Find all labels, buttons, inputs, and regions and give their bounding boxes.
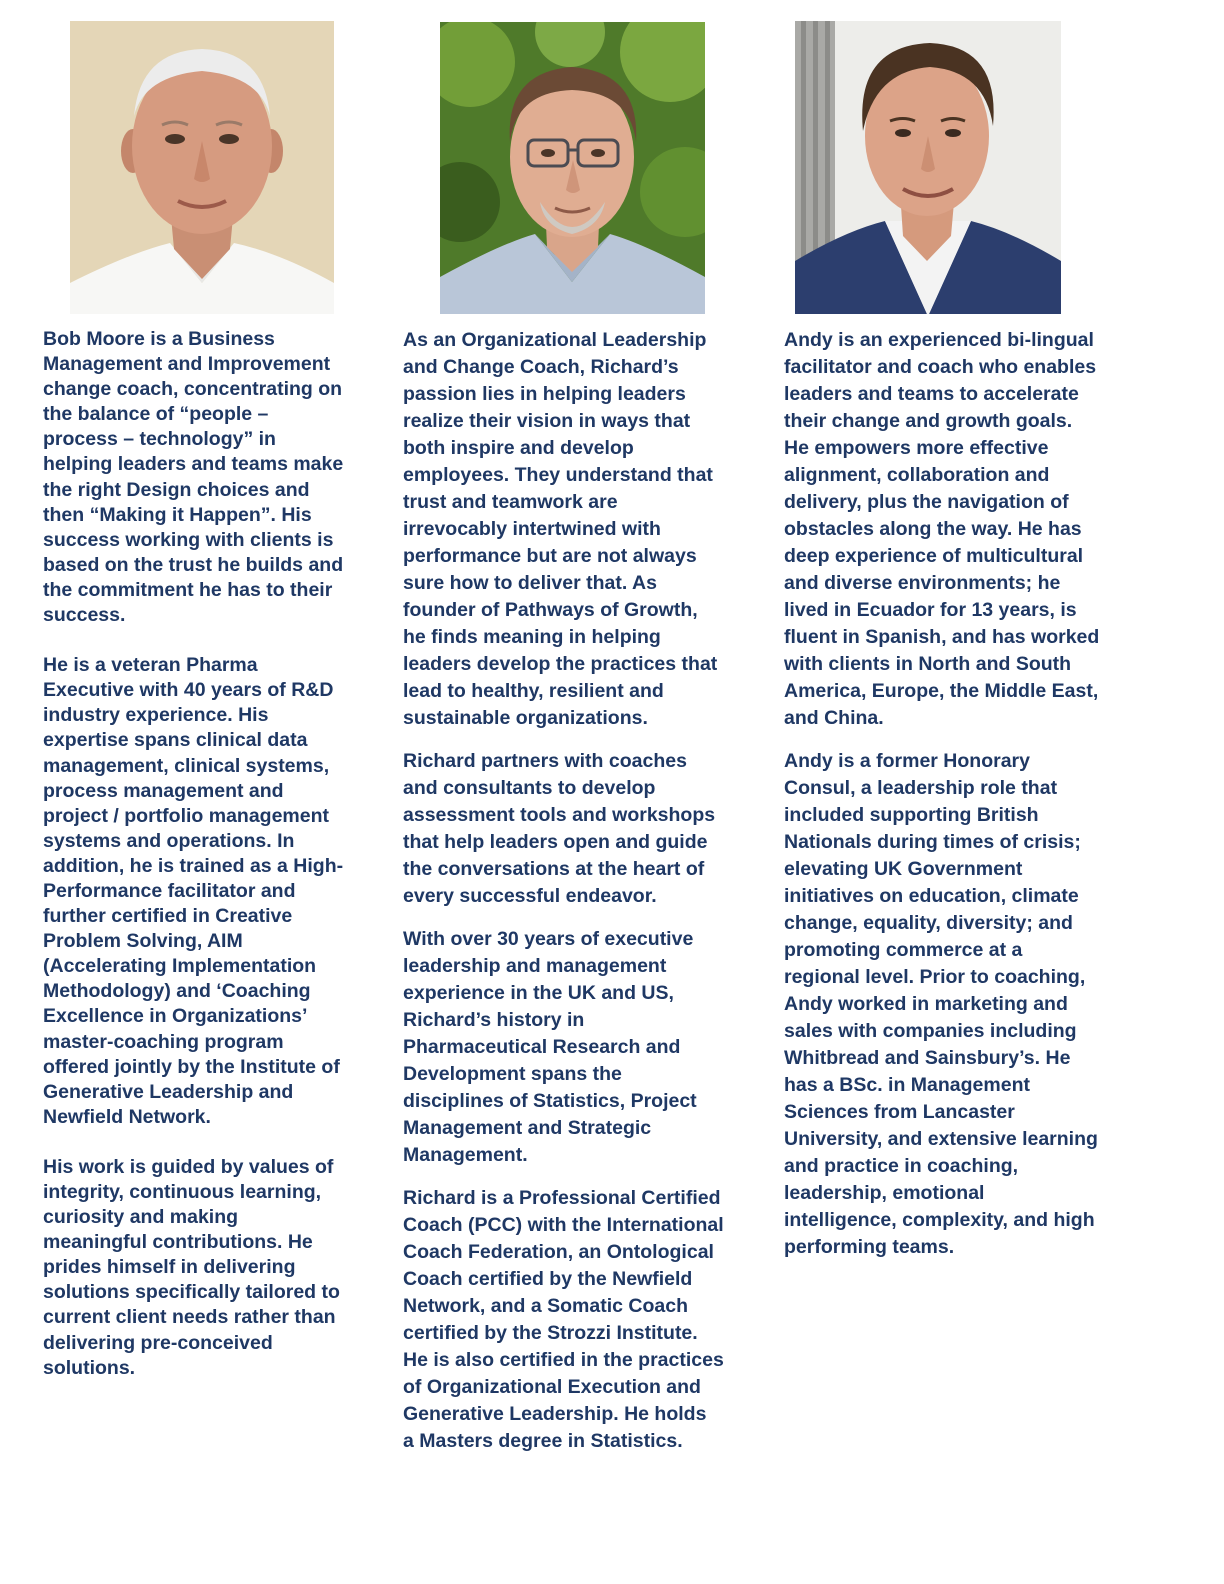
bio-paragraph: Andy is an experienced bi-lingual facilitator and coach who enables leaders and teams to accelerate their change and growth goals. He empowers more effective alignment, collaboration and delivery, plus the navigation of obstacles along the way. He has deep experience of multicultural and diverse environments; he lived in Ecuador for 13 years, is fluent in Spanish, and has worked with clients in North and South America, Europe, the Middle East, and China. [784, 329, 1100, 729]
bio-paragraph: Bob Moore is a Business Management and Improvement change coach, concentrating on the balance of “people – process – technology” in helping leaders and teams make the right Design choices and then “Making it Happen”. His success working with clients is based on the trust he builds and the commitment he has to their success. [43, 328, 344, 627]
bio-paragraph: His work is guided by values of integrity, continuous learning, curiosity and making meaningful contributions. He prides himself in delivering solutions specifically tailored to current client needs rather than delivering pre-conceived solutions. [43, 1155, 340, 1379]
bio-paragraph: Richard partners with coaches and consultants to develop assessment tools and workshops that help leaders open and guide the conversations at the heart of every successful endeavor. [403, 750, 716, 907]
bio-paragraph: He is a veteran Pharma Executive with 40 years of R&D industry experience. His expertise spans clinical data management, clinical systems, process management and project / portfolio management systems and operations. In addition, he is trained as a High- Performance facilitator and further certified in Creative Problem Solving, AIM (Accelerating Implementation Methodology) and ‘Coaching Excellence in Organizations’ master-coaching program offered jointly by the Institute of Generative Leadership and Newfield Network. [43, 654, 344, 1128]
portrait-bob-moore [70, 21, 334, 314]
bio-column-bob-moore [43, 327, 388, 1381]
bio-paragraph: Richard is a Professional Certified Coach (PCC) with the International Coach Federation, an Ontological Coach certified by the Newfield Network, and a Somatic Coach certified by the Strozzi Institute. He is also certified in the practices of Organizational Execution and Generative Leadership. He holds a Masters degree in Statistics. [403, 1187, 724, 1452]
bio-column-richard [403, 327, 773, 1455]
bio-paragraph: Andy is a former Honorary Consul, a leadership role that included supporting British Nationals during times of crisis; elevating UK Government initiatives on education, climate change, equality, diversity; and promoting commerce at a regional level. Prior to coaching, Andy worked in marketing and sales with companies including Whitbread and Sainsbury’s. He has a BSc. in Management Sciences from Lancaster University, and extensive learning and practice in coaching, leadership, emotional intelligence, complexity, and high performing teams. [784, 750, 1098, 1258]
portrait-andy [795, 21, 1061, 314]
bio-column-andy [784, 327, 1154, 1261]
portrait-richard [440, 22, 705, 314]
bio-paragraph: With over 30 years of executive leadership and management experience in the UK and US, Richard’s history in Pharmaceutical Research and Development spans the disciplines of Statistics, Project Management and Strategic Management. [403, 928, 697, 1166]
bio-paragraph: As an Organizational Leadership and Change Coach, Richard’s passion lies in helping leaders realize their vision in ways that both inspire and develop employees. They understand that trust and teamwork are irrevocably intertwined with performance but are not always sure how to deliver that. As founder of Pathways of Growth, he finds meaning in helping leaders develop the practices that lead to healthy, resilient and sustainable organizations. [403, 329, 718, 729]
